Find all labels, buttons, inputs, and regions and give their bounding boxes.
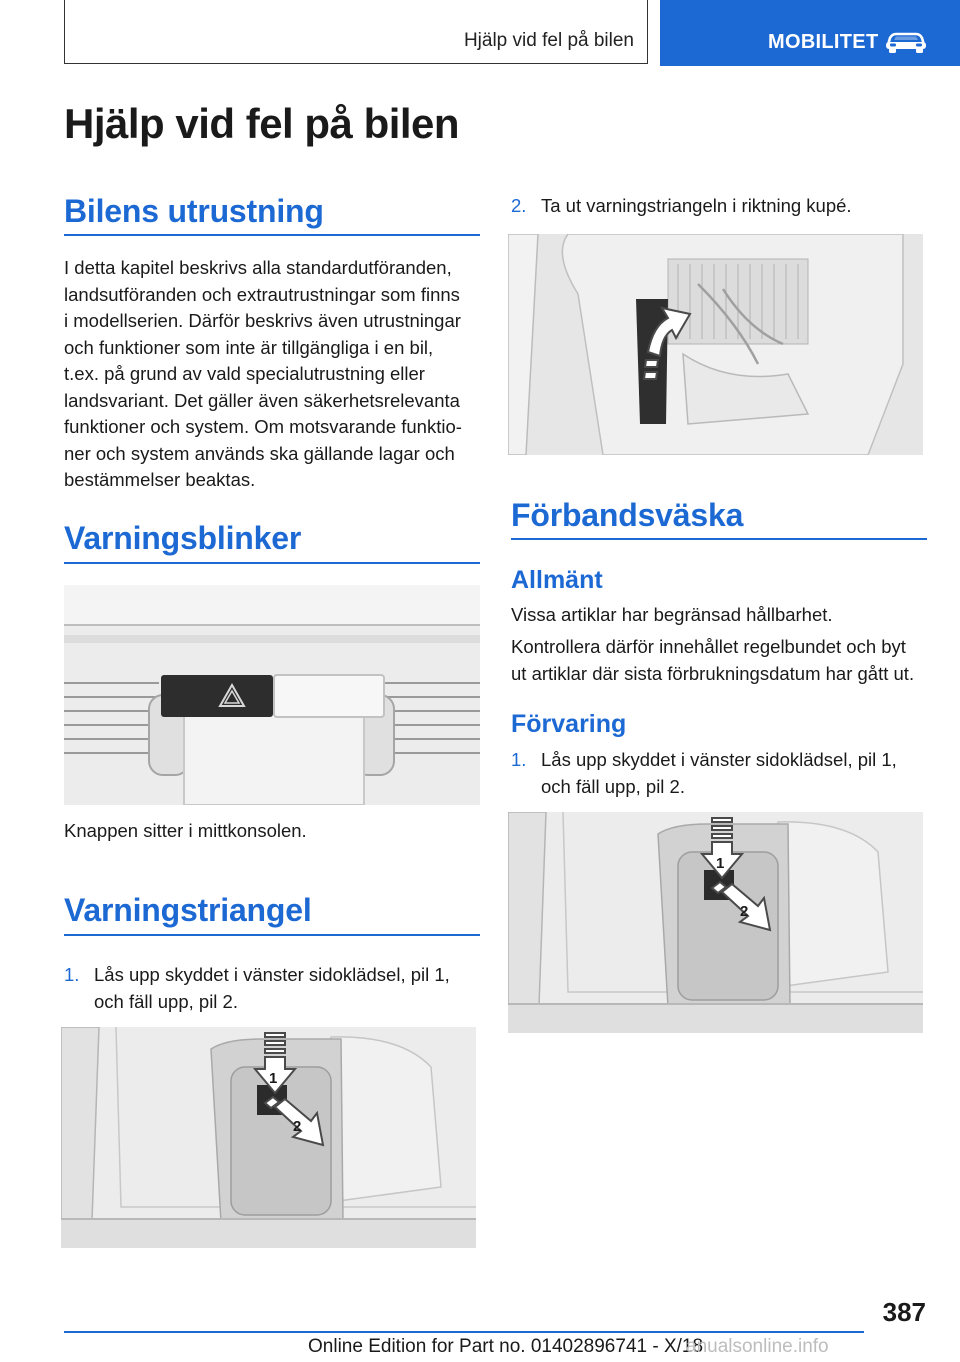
text-line: ut artiklar där sista förbrukningsdatum har gått ut. [511,662,915,684]
step-item [64,962,484,1015]
heading-varningsblinker: Varningsblinker [64,520,302,556]
side-panel-image [61,1027,476,1248]
triangel-steps-cont [511,193,931,220]
text-line: t.ex. på grund av vald specialutrustning eller [64,363,425,384]
text-line: Kontrollera därför innehållet regelbundet och byt [511,636,906,657]
heading-forbandsvaska: Förbandsväska [511,497,744,533]
text-line: landsutföranden och extrautrustningar som finns [64,283,460,305]
allmant-paragraph-1: Vissa artiklar har begränsad hållbarhet. [511,604,833,625]
image-arrow-label: 1 [269,1070,278,1087]
image-arrow-label: 2 [293,1118,302,1135]
heading-allmant: Allmänt [511,566,603,594]
text-line: funktioner och system. Om motsvarande funktio‐ [64,416,462,437]
text-line: bestämmelser beaktas. [64,469,256,490]
step-number: 2. [511,195,527,216]
triangle-removal-image [508,234,923,455]
page-title: Hjälp vid fel på bilen [64,100,460,147]
triangel-steps [64,962,484,1015]
car-icon [884,28,928,60]
text-line: landsvariant. Det gäller även säkerhetsrelevanta [64,389,460,411]
heading-rule [64,562,480,564]
step-number: 1. [511,749,527,770]
text-line: och funktioner som inte är tillgängliga i en bil, [64,336,434,358]
heading-rule [511,538,927,540]
text-line: Lås upp skyddet i vänster sidoklädsel, pil 1, [94,964,450,985]
heading-varningstriangel: Varningstriangel [64,892,312,928]
header-tab-mobilitet[interactable] [660,0,960,66]
text-line: och fäll upp, pil 2. [541,775,685,797]
hazard-button-image [64,585,480,805]
image-arrow-label: 2 [740,903,749,920]
forvaring-steps [511,747,931,800]
text-line: Ta ut varningstriangeln i riktning kupé. [541,195,852,216]
text-line: I detta kapitel beskrivs alla standardutföranden, [64,257,452,278]
step-number: 1. [64,964,80,985]
footer-rule [64,1331,864,1333]
header-section-title: Hjälp vid fel på bilen [463,30,634,51]
page-number: 387 [882,1297,926,1327]
header-tab-label: MOBILITET [768,31,879,53]
allmant-paragraph-2 [511,634,951,687]
step-item [511,193,931,220]
bilens-paragraph [64,255,494,494]
side-panel-image-forvaring [508,812,923,1033]
text-line: och fäll upp, pil 2. [94,990,238,1012]
text-line: i modellserien. Därför beskrivs även utrustningar [64,310,461,331]
edition-text: Online Edition for Part no. 01402896741 - X/18 [308,1336,704,1357]
hazard-caption: Knappen sitter i mittkonsolen. [64,820,307,841]
step-item [511,747,931,800]
text-line: Lås upp skyddet i vänster sidoklädsel, pil 1, [541,749,897,770]
heading-bilens-utrustning: Bilens utrustning [64,193,324,229]
watermark-text: anualsonline.info [686,1336,829,1357]
heading-rule [64,234,480,236]
text-line: ner och system används ska gällande lagar och [64,442,455,464]
heading-rule [64,934,480,936]
heading-forvaring: Förvaring [511,710,627,738]
image-arrow-label: 1 [716,855,725,872]
